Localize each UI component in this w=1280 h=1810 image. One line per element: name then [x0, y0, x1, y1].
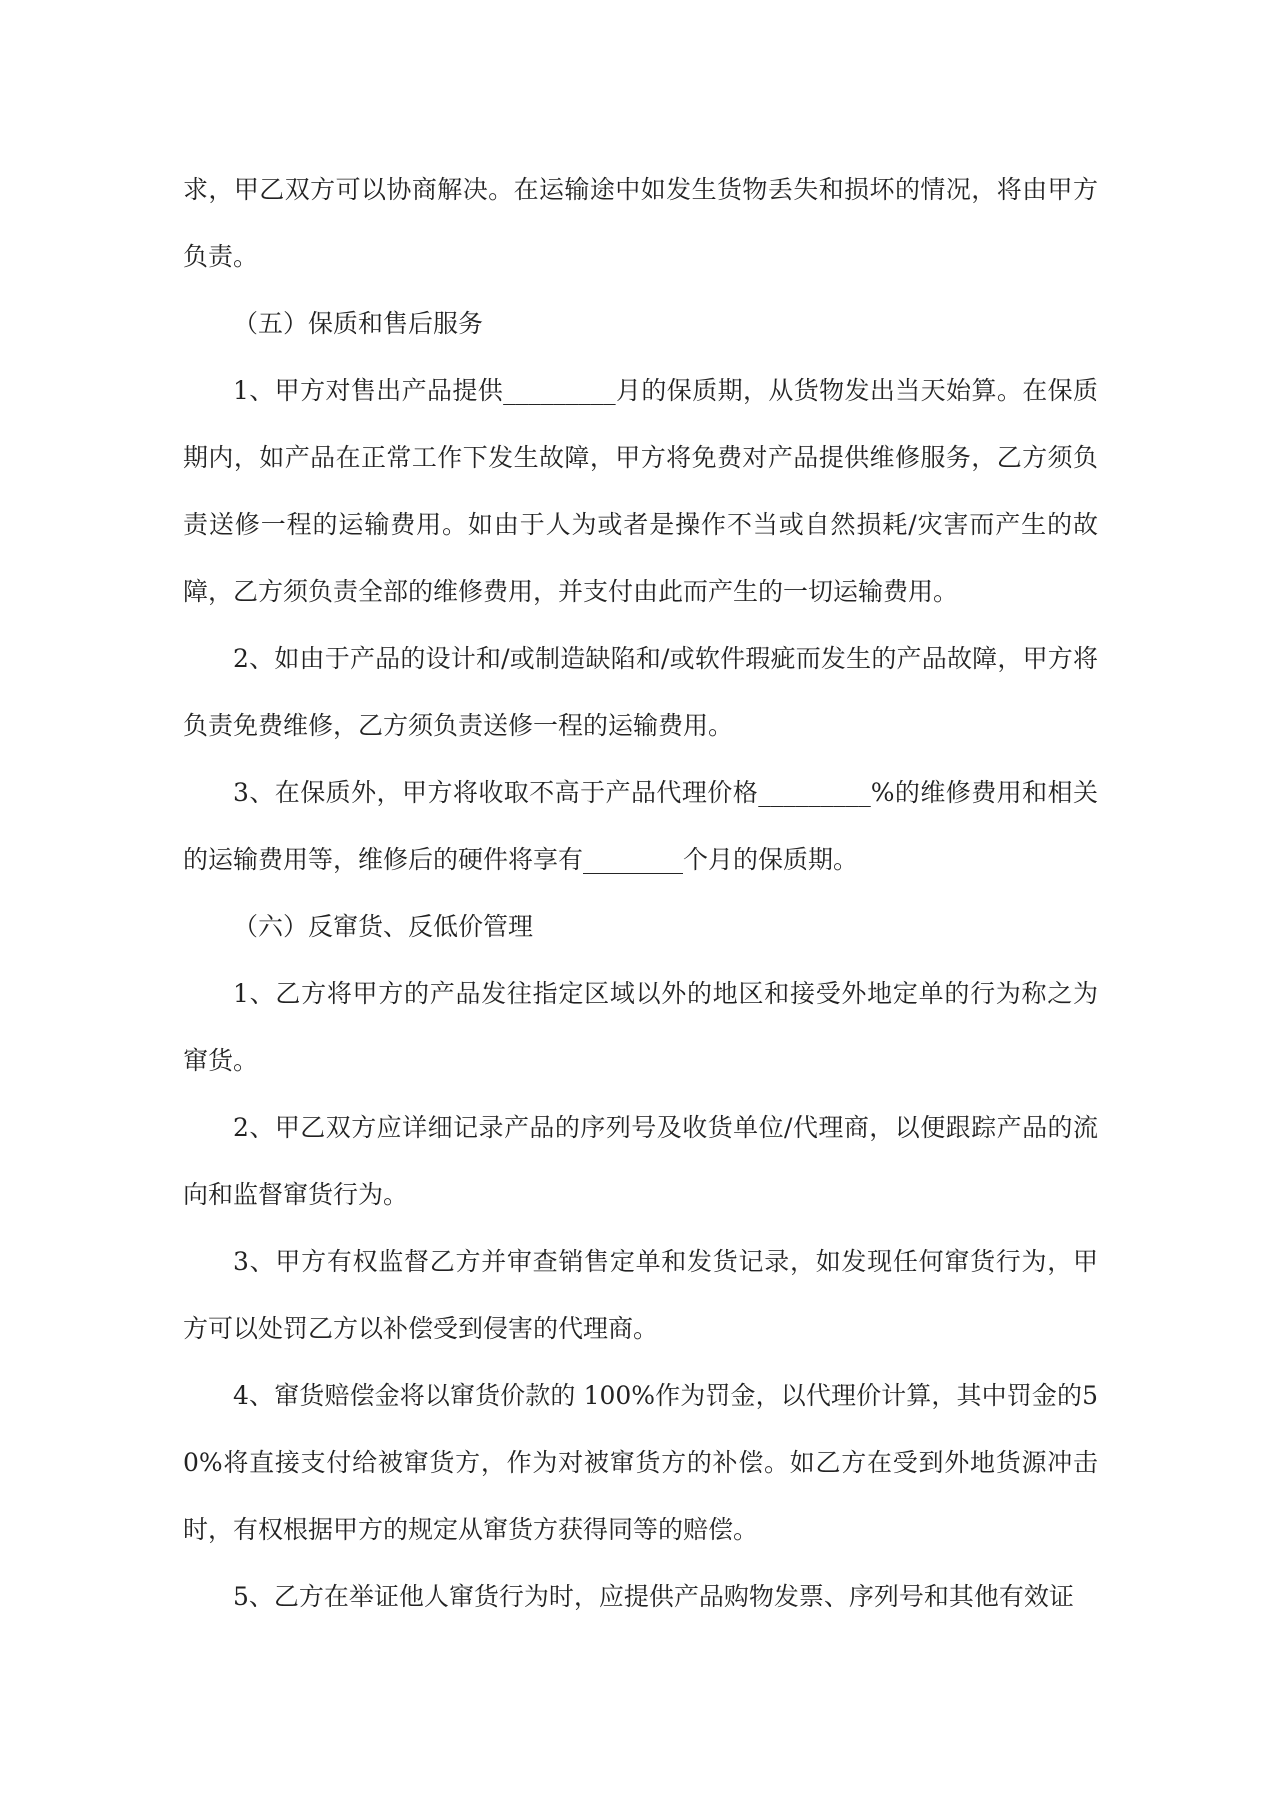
section-heading-warranty: （五）保质和售后服务 [233, 309, 484, 338]
document-body [183, 156, 1098, 1630]
paragraph-anti-crossselling-2: 2、甲乙双方应详细记录产品的序列号及收货单位/代理商，以便跟踪产品的流向和监督窜货行为。 [183, 1113, 1098, 1209]
paragraph-continuation: 求，甲乙双方可以协商解决。在运输途中如发生货物丢失和损坏的情况，将由甲方负责。 [183, 175, 1098, 271]
paragraph-anti-crossselling-1: 1、乙方将甲方的产品发往指定区域以外的地区和接受外地定单的行为称之为窜货。 [183, 979, 1098, 1075]
paragraph-warranty-2: 2、如由于产品的设计和/或制造缺陷和/或软件瑕疵而发生的产品故障，甲方将负责免费维修，乙方须负责送修一程的运输费用。 [183, 644, 1098, 740]
paragraph-warranty-3: 3、在保质外，甲方将收取不高于产品代理价格_________%的维修费用和相关的运输费用等，维修后的硬件将享有________个月的保质期。 [183, 778, 1098, 874]
paragraph-anti-crossselling-4: 4、窜货赔偿金将以窜货价款的 100%作为罚金，以代理价计算，其中罚金的50%将直接支付给被窜货方，作为对被窜货方的补偿。如乙方在受到外地货源冲击时，有权根据甲方的规定从窜货方获得同等的赔偿。 [183, 1381, 1098, 1544]
paragraph-anti-crossselling-5: 5、乙方在举证他人窜货行为时，应提供产品购物发票、序列号和其他有效证 [233, 1582, 1074, 1611]
section-heading-anti-crossselling: （六）反窜货、反低价管理 [233, 912, 534, 941]
paragraph-anti-crossselling-3: 3、甲方有权监督乙方并审查销售定单和发货记录，如发现任何窜货行为，甲方可以处罚乙方以补偿受到侵害的代理商。 [183, 1247, 1098, 1343]
paragraph-warranty-1: 1、甲方对售出产品提供_________月的保质期，从货物发出当天始算。在保质期内，如产品在正常工作下发生故障，甲方将免费对产品提供维修服务，乙方须负责送修一程的运输费用。如由于人为或者是操作不当或自然损耗/灾害而产生的故障，乙方须负责全部的维修费用，并支付由此而产生的一切运输费用。 [183, 376, 1098, 606]
